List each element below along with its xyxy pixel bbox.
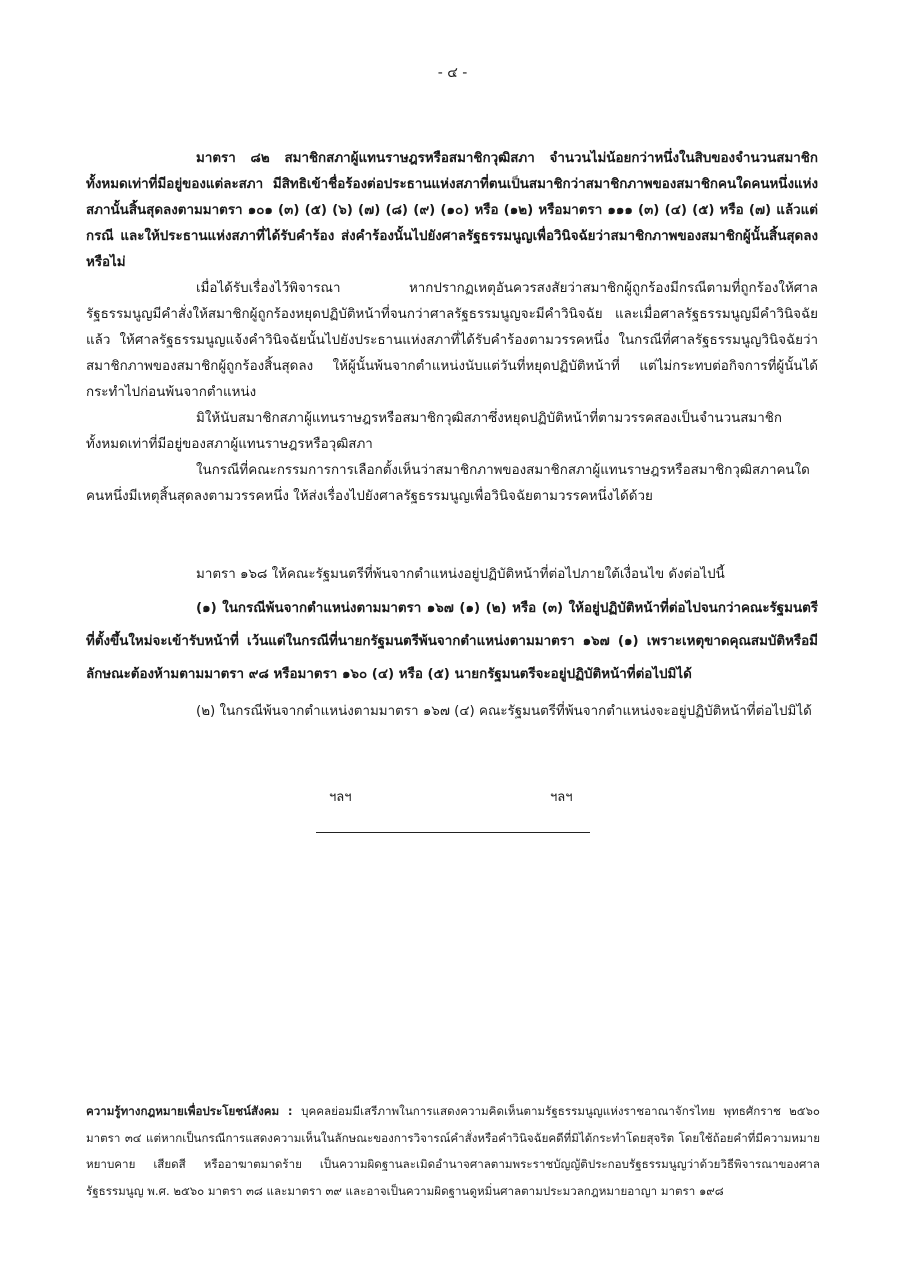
- article-82-paragraph-3: มิให้นับสมาชิกสภาผู้แทนราษฎรหรือสมาชิกวุฒิสภาซึ่งหยุดปฏิบัติหน้าที่ตามวรรคสองเป็นจำนวนสมาชิกทั้งหมดเท่าที่มีอยู่ของสภาผู้แทนราษฎรหรือวุฒิสภา: [86, 411, 782, 452]
- legal-notice-heading: ความรู้ทางกฎหมายเพื่อประโยชน์สังคม: [86, 1104, 280, 1118]
- section-article-168: [86, 562, 818, 725]
- section-article-82: [86, 146, 818, 510]
- article-168-item-1: (๑) ในกรณีพ้นจากตำแหน่งตามมาตรา ๑๖๗ (๑) (๒) หรือ (๓) ให้อยู่ปฏิบัติหน้าที่ต่อไปจนกว่าคณะรัฐมนตรีที่ตั้งขึ้นใหม่จะเข้ารับหน้าที่ เว้นแต่ในกรณีที่นายกรัฐมนตรีพ้นจากตำแหน่งตามมาตรา ๑๖๗ (๑) เพราะเหตุขาดคุณสมบัติหรือมีลักษณะต้องห้ามตามมาตรา ๙๘ หรือมาตรา ๑๖๐ (๔) หรือ (๕) นายกรัฐมนตรีจะอยู่ปฏิบัติหน้าที่ต่อไปมิได้: [86, 601, 818, 682]
- ellipsis-marker-right: ฯลฯ: [550, 790, 573, 805]
- article-168-intro: มาตรา ๑๖๘ ให้คณะรัฐมนตรีที่พ้นจากตำแหน่งอยู่ปฏิบัติหน้าที่ต่อไปภายใต้เงื่อนไข ดังต่อไปนี้: [196, 567, 725, 582]
- article-82-paragraph-4: ในกรณีที่คณะกรรมการการเลือกตั้งเห็นว่าสมาชิกภาพของสมาชิกสภาผู้แทนราษฎรหรือสมาชิกวุฒิสภาคนใดคนหนึ่งมีเหตุสิ้นสุดลงตามวรรคหนึ่ง ให้ส่งเรื่องไปยังศาลรัฐธรรมนูญเพื่อวินิจฉัยตามวรรคหนึ่งได้ด้วย: [86, 463, 810, 504]
- page-number: - ๔ -: [437, 65, 468, 81]
- legal-notice: [86, 1098, 820, 1204]
- article-82-paragraph-2: เมื่อได้รับเรื่องไว้พิจารณา หากปรากฏเหตุอันควรสงสัยว่าสมาชิกผู้ถูกร้องมีกรณีตามที่ถูกร้องให้ศาลรัฐธรรมนูญมีคำสั่งให้สมาชิกผู้ถูกร้องหยุดปฏิบัติหน้าที่จนกว่าศาลรัฐธรรมนูญจะมีคำวินิจฉัย และเมื่อศาลรัฐธรรมนูญมีคำวินิจฉัยแล้ว ให้ศาลรัฐธรรมนูญแจ้งคำวินิจฉัยนั้นไปยังประธานแห่งสภาที่ได้รับคำร้องตามวรรคหนึ่ง ในกรณีที่ศาลรัฐธรรมนูญวินิจฉัยว่าสมาชิกภาพของสมาชิกผู้ถูกร้องสิ้นสุดลง ให้ผู้นั้นพ้นจากตำแหน่งนับแต่วันที่หยุดปฏิบัติหน้าที่ แต่ไม่กระทบต่อกิจการที่ผู้นั้นได้กระทำไปก่อนพ้นจากตำแหน่ง: [86, 281, 818, 400]
- legal-notice-text: บุคคลย่อมมีเสรีภาพในการแสดงความคิดเห็นตามรัฐธรรมนูญแห่งราชอาณาจักรไทย พุทธศักราช ๒๕๖๐ มาตรา ๓๔ แต่หากเป็นกรณีการแสดงความเห็นในลักษณะของการวิจารณ์คำสั่งหรือคำวินิจฉัยคดีที่มิได้กระทำโดยสุจริต โดยใช้ถ้อยคำที่มีความหมายหยาบคาย เสียดสี หรืออาฆาตมาดร้าย เป็นความผิดฐานละเมิดอำนาจศาลตามพระราชบัญญัติประกอบรัฐธรรมนูญว่าด้วยวิธีพิจารณาของศาลรัฐธรรมนูญ พ.ศ. ๒๕๖๐ มาตรา ๓๘ และมาตรา ๓๙ และอาจเป็นความผิดฐานดูหมิ่นศาลตามประมวลกฎหมายอาญา มาตรา ๑๙๘: [86, 1104, 820, 1198]
- article-82-paragraph-1: มาตรา ๘๒ สมาชิกสภาผู้แทนราษฎรหรือสมาชิกวุฒิสภา จำนวนไม่น้อยกว่าหนึ่งในสิบของจำนวนสมาชิกทั้งหมดเท่าที่มีอยู่ของแต่ละสภา มีสิทธิเข้าชื่อร้องต่อประธานแห่งสภาที่ตนเป็นสมาชิกว่าสมาชิกภาพของสมาชิกคนใดคนหนึ่งแห่งสภานั้นสิ้นสุดลงตามมาตรา ๑๐๑ (๓) (๕) (๖) (๗) (๘) (๙) (๑๐) หรือ (๑๒) หรือมาตรา ๑๑๑ (๓) (๔) (๕) หรือ (๗) แล้วแต่กรณี และให้ประธานแห่งสภาที่ได้รับคำร้อง ส่งคำร้องนั้นไปยังศาลรัฐธรรมนูญเพื่อวินิจฉัยว่าสมาชิกภาพของสมาชิกผู้นั้นสิ้นสุดลงหรือไม่: [86, 151, 818, 270]
- horizontal-divider: [316, 832, 590, 833]
- ellipsis-marker-left: ฯลฯ: [329, 790, 352, 805]
- article-168-item-2: (๒) ในกรณีพ้นจากตำแหน่งตามมาตรา ๑๖๗ (๔) คณะรัฐมนตรีที่พ้นจากตำแหน่งจะอยู่ปฏิบัติหน้าที่ต่อไปมิได้: [196, 704, 812, 719]
- legal-notice-separator: :: [279, 1104, 302, 1118]
